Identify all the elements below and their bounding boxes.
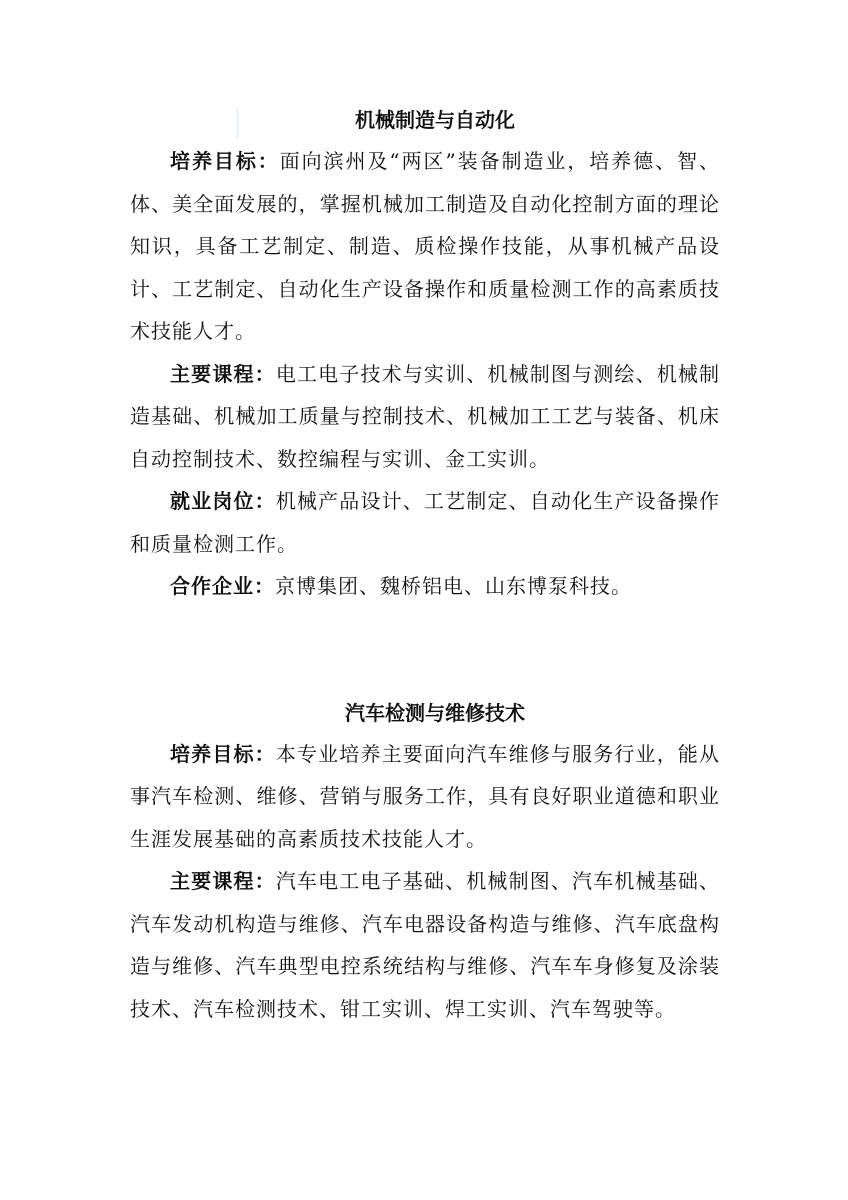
section-automotive-repair [130, 693, 720, 1031]
paragraph-label: 就业岗位： [170, 489, 276, 513]
section-mechanical-manufacturing [130, 100, 720, 608]
paragraph-text: 机械产品设计、工艺制定、自动化生产设备操作和质量检测工作。 [130, 489, 721, 556]
paragraph-partners [130, 565, 720, 608]
section-title: 机械制造与自动化 [355, 108, 515, 132]
paragraph-label: 主要课程： [170, 361, 276, 386]
paragraph-text: 面向滨州及“两区”装备制造业，培养德、智、体、美全面发展的，掌握机械加工制造及自动化控制方面的理论知识，具备工艺制定、制造、质检操作技能，从事机械产品设计、工艺制定、自动化生产设备操作和质量检测工作的高素质技术技能人才。 [130, 149, 721, 343]
paragraph-training-goal [130, 733, 720, 861]
section-spacer [130, 608, 720, 693]
section-title: 汽车检测与维修技术 [345, 700, 525, 725]
paragraph-text: 本专业培养主要面向汽车维修与服务行业，能从事汽车检测、维修、营销与服务工作，具有良好职业道德和职业生涯发展基础的高素质技术技能人才。 [130, 741, 721, 851]
paragraph-main-courses [130, 353, 720, 481]
paragraph-label: 培养目标： [170, 149, 280, 173]
paragraph-label: 主要课程： [170, 869, 276, 893]
paragraph-label: 培养目标： [170, 741, 276, 766]
document-page [130, 100, 720, 1030]
paragraph-main-courses [130, 860, 720, 1030]
paragraph-text: 电工电子技术与实训、机械制图与测绘、机械制造基础、机械加工质量与控制技术、机械加工工艺与装备、机床自动控制技术、数控编程与实训、金工实训。 [130, 361, 721, 471]
paragraph-text: 京博集团、魏桥铝电、山东博泵科技。 [275, 574, 632, 598]
paragraph-label: 合作企业： [170, 574, 275, 598]
paragraph-employment [130, 480, 720, 565]
paragraph-training-goal [130, 140, 720, 353]
paragraph-text: 汽车电工电子基础、机械制图、汽车机械基础、汽车发动机构造与维修、汽车电器设备构造与维修、汽车底盘构造与维修、汽车典型电控系统结构与维修、汽车车身修复及涂装技术、汽车检测技术、钳工实训、焊工实训、汽车驾驶等。 [130, 869, 721, 1021]
